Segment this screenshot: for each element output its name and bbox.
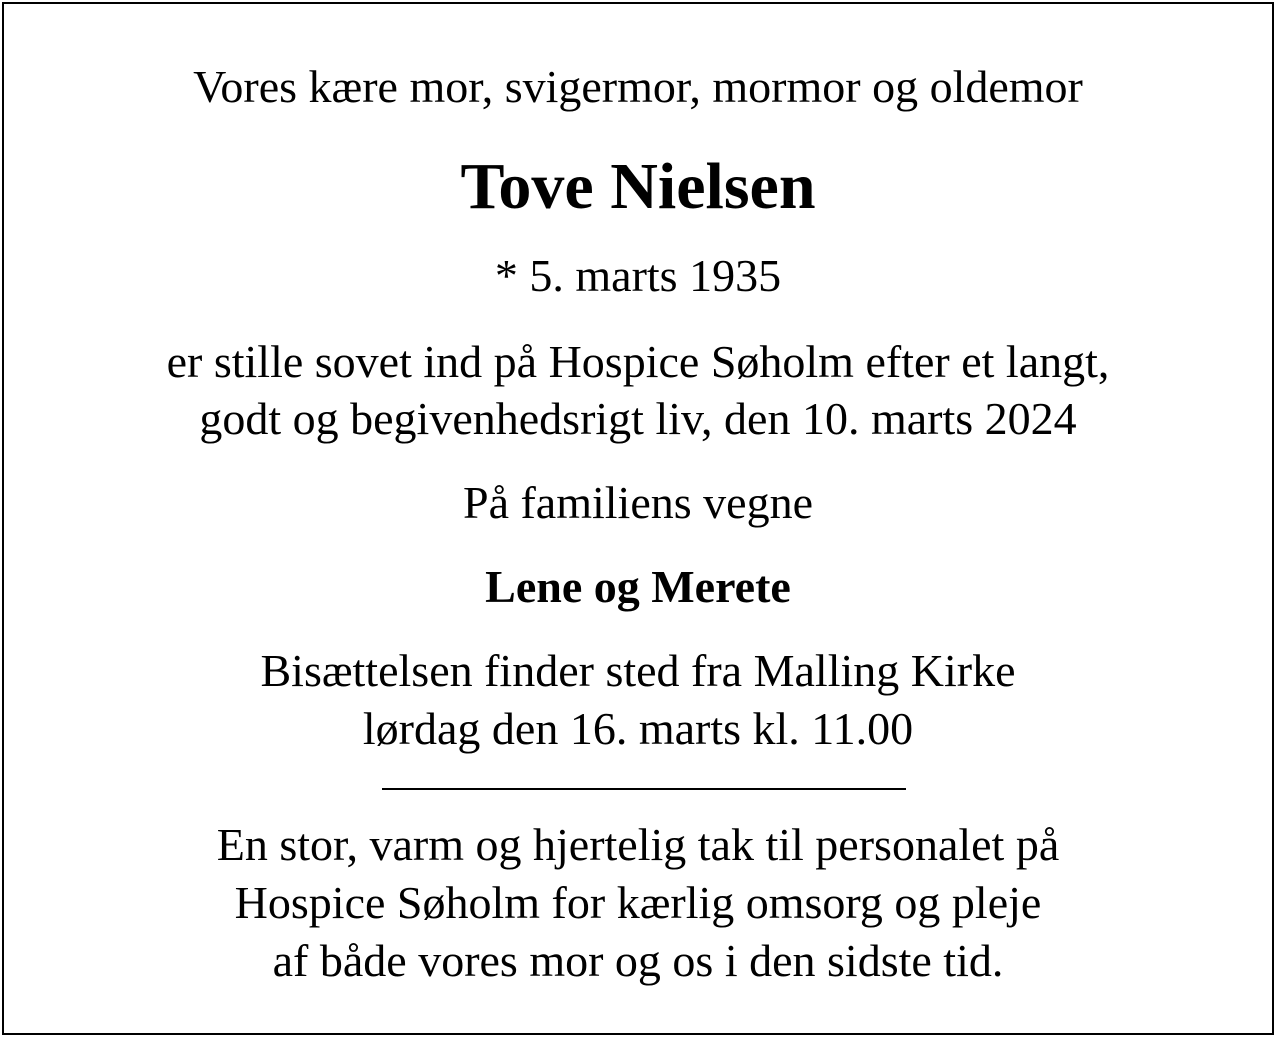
funeral-text-line-2: lørdag den 16. marts kl. 11.00 — [362, 703, 914, 754]
death-text-line-2: godt og begivenhedsrigt liv, den 10. marts 2024 — [199, 393, 1077, 444]
thanks-text-line-2: Hospice Søholm for kærlig omsorg og pleje — [234, 877, 1042, 928]
divider-line — [382, 788, 906, 790]
thanks-text-line-3: af både vores mor og os i den sidste tid. — [272, 935, 1004, 986]
intro-text: Vores kære mor, svigermor, mormor og oldemor — [193, 61, 1083, 112]
on-behalf-text: På familiens vegne — [462, 477, 813, 528]
death-text-line-1: er stille sovet ind på Hospice Søholm efter et langt, — [166, 336, 1110, 387]
deceased-name: Tove Nielsen — [460, 150, 816, 223]
signers-names: Lene og Merete — [485, 561, 791, 612]
birth-date: * 5. marts 1935 — [494, 250, 782, 301]
funeral-text-line-1: Bisættelsen finder sted fra Malling Kirke — [260, 645, 1016, 696]
thanks-text-line-1: En stor, varm og hjertelig tak til personalet på — [216, 819, 1060, 870]
obituary-notice — [2, 2, 1274, 1035]
